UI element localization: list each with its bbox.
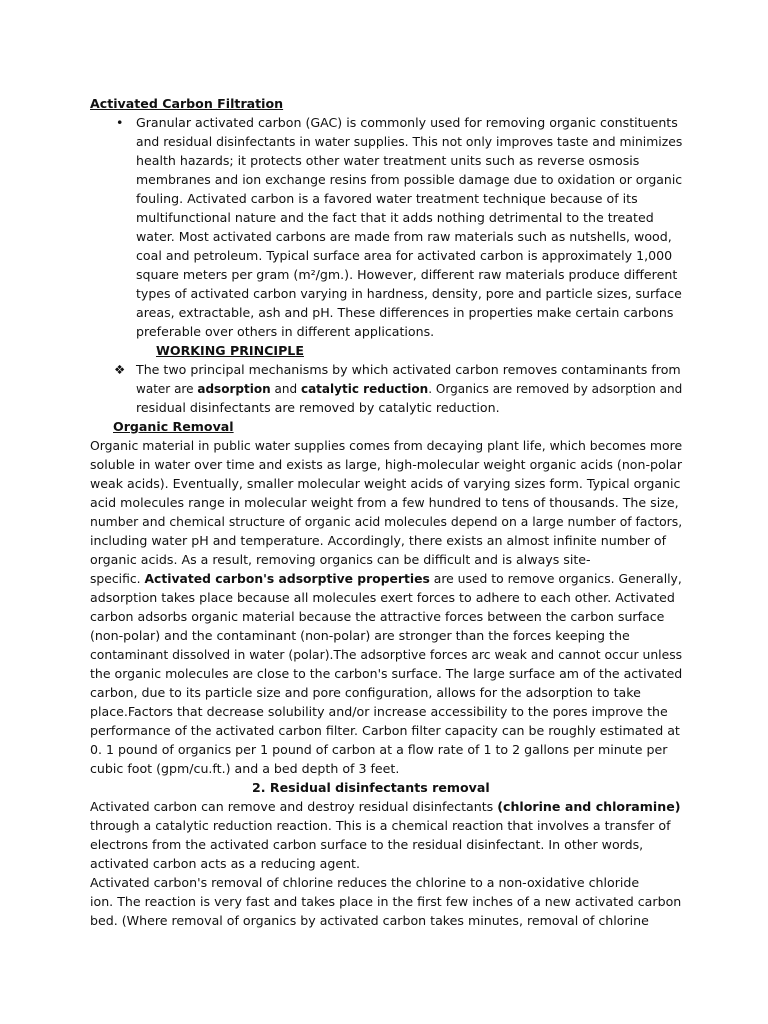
bold-term-chlorine-chloramine: (chlorine and chloramine) bbox=[497, 799, 681, 814]
paragraph-line: carbon adsorbs organic material because the attractive forces between the carbon surface bbox=[90, 609, 665, 624]
organic-removal-heading: Organic Removal bbox=[113, 419, 234, 434]
paragraph-line: through a catalytic reduction reaction. This is a chemical reaction that involves a transfer of bbox=[90, 818, 671, 833]
text-run: water are bbox=[136, 381, 198, 396]
paragraph-line: fouling. Activated carbon is a favored water treatment technique because of its bbox=[136, 191, 638, 206]
paragraph-line: contaminant dissolved in water (polar).The adsorptive forces arc weak and cannot occur unless bbox=[90, 647, 683, 662]
bold-term-catalytic-reduction: catalytic reduction bbox=[300, 381, 429, 396]
bullet-round: • bbox=[116, 115, 124, 130]
bold-term-adsorption: adsorption bbox=[197, 381, 271, 396]
paragraph-line: residual disinfectants are removed by catalytic reduction. bbox=[136, 400, 500, 415]
paragraph-line bbox=[90, 569, 682, 588]
bold-term-adsorptive-properties: Activated carbon's adsorptive properties bbox=[144, 571, 430, 586]
paragraph-line bbox=[136, 379, 682, 398]
working-principle-heading: WORKING PRINCIPLE bbox=[156, 343, 304, 358]
paragraph-line: soluble in water over time and exists as large, high-molecular weight organic acids (non-polar bbox=[90, 457, 683, 472]
text-run: are used to remove organics. Generally, bbox=[429, 571, 682, 586]
paragraph-line: adsorption takes place because all molecules exert forces to adhere to each other. Activated bbox=[90, 590, 675, 605]
paragraph-line: performance of the activated carbon filter. Carbon filter capacity can be roughly estimated at bbox=[90, 723, 680, 738]
paragraph-line: place.Factors that decrease solubility and/or increase accessibility to the pores improve the bbox=[90, 704, 668, 719]
paragraph-line: carbon, due to its particle size and pore configuration, allows for the adsorption to take bbox=[90, 685, 641, 700]
paragraph-line: health hazards; it protects other water treatment units such as reverse osmosis bbox=[136, 153, 640, 168]
paragraph-line: Activated carbon's removal of chlorine reduces the chlorine to a non-oxidative chloride bbox=[90, 875, 640, 890]
paragraph-line: Granular activated carbon (GAC) is commonly used for removing organic constituents bbox=[136, 115, 678, 130]
text-run: and bbox=[270, 381, 301, 396]
paragraph-line: membranes and ion exchange resins from possible damage due to oxidation or organic bbox=[136, 172, 683, 187]
paragraph-line: preferable over others in different applications. bbox=[136, 324, 435, 339]
bullet-diamond: ❖ bbox=[114, 362, 126, 377]
paragraph-line: weak acids). Eventually, smaller molecular weight acids of varying sizes form. Typical organic bbox=[90, 476, 681, 491]
paragraph-line: Organic material in public water supplies comes from decaying plant life, which becomes more bbox=[90, 438, 683, 453]
paragraph-line: areas, extractable, ash and pH. These differences in properties make certain carbons bbox=[136, 305, 674, 320]
paragraph-line: square meters per gram (m²/gm.). However, different raw materials produce different bbox=[136, 267, 678, 282]
paragraph-line bbox=[90, 797, 681, 816]
residual-disinfectants-heading: 2. Residual disinfectants removal bbox=[252, 780, 490, 795]
paragraph-line: water. Most activated carbons are made from raw materials such as nutshells, wood, bbox=[136, 229, 672, 244]
paragraph-line: number and chemical structure of organic acid molecules depend on a large number of factors, bbox=[90, 514, 683, 529]
paragraph-line: (non-polar) and the contaminant (non-polar) are stronger than the forces keeping the bbox=[90, 628, 630, 643]
document-title: Activated Carbon Filtration bbox=[90, 96, 284, 111]
paragraph-line: 0. 1 pound of organics per 1 pound of carbon at a flow rate of 1 to 2 gallons per minute per bbox=[90, 742, 668, 757]
paragraph-line: ion. The reaction is very fast and takes place in the first few inches of a new activated carbon bbox=[90, 894, 682, 909]
paragraph-line: bed. (Where removal of organics by activated carbon takes minutes, removal of chlorine bbox=[90, 913, 649, 928]
text-run: . Organics are removed by adsorption and bbox=[428, 381, 683, 396]
text-run: specific. bbox=[90, 571, 145, 586]
paragraph-line: and residual disinfectants in water supplies. This not only improves taste and minimizes bbox=[136, 134, 683, 149]
paragraph-line: the organic molecules are close to the carbon's surface. The large surface am of the activated bbox=[90, 666, 683, 681]
paragraph-line: multifunctional nature and the fact that it adds nothing detrimental to the treated bbox=[136, 210, 654, 225]
paragraph-line: organic acids. As a result, removing organics can be difficult and is always site- bbox=[90, 552, 591, 567]
paragraph-line: The two principal mechanisms by which activated carbon removes contaminants from bbox=[136, 362, 681, 377]
text-run: Activated carbon can remove and destroy residual disinfectants bbox=[90, 799, 498, 814]
paragraph-line: cubic foot (gpm/cu.ft.) and a bed depth of 3 feet. bbox=[90, 761, 400, 776]
paragraph-line: coal and petroleum. Typical surface area for activated carbon is approximately 1,000 bbox=[136, 248, 673, 263]
paragraph-line: types of activated carbon varying in hardness, density, pore and particle sizes, surface bbox=[136, 286, 682, 301]
paragraph-line: including water pH and temperature. Accordingly, there exists an almost infinite number of bbox=[90, 533, 667, 548]
paragraph-line: acid molecules range in molecular weight from a few hundred to tens of thousands. The size, bbox=[90, 495, 679, 510]
paragraph-line: electrons from the activated carbon surface to the residual disinfectant. In other words, bbox=[90, 837, 644, 852]
paragraph-line: activated carbon acts as a reducing agent. bbox=[90, 856, 360, 871]
